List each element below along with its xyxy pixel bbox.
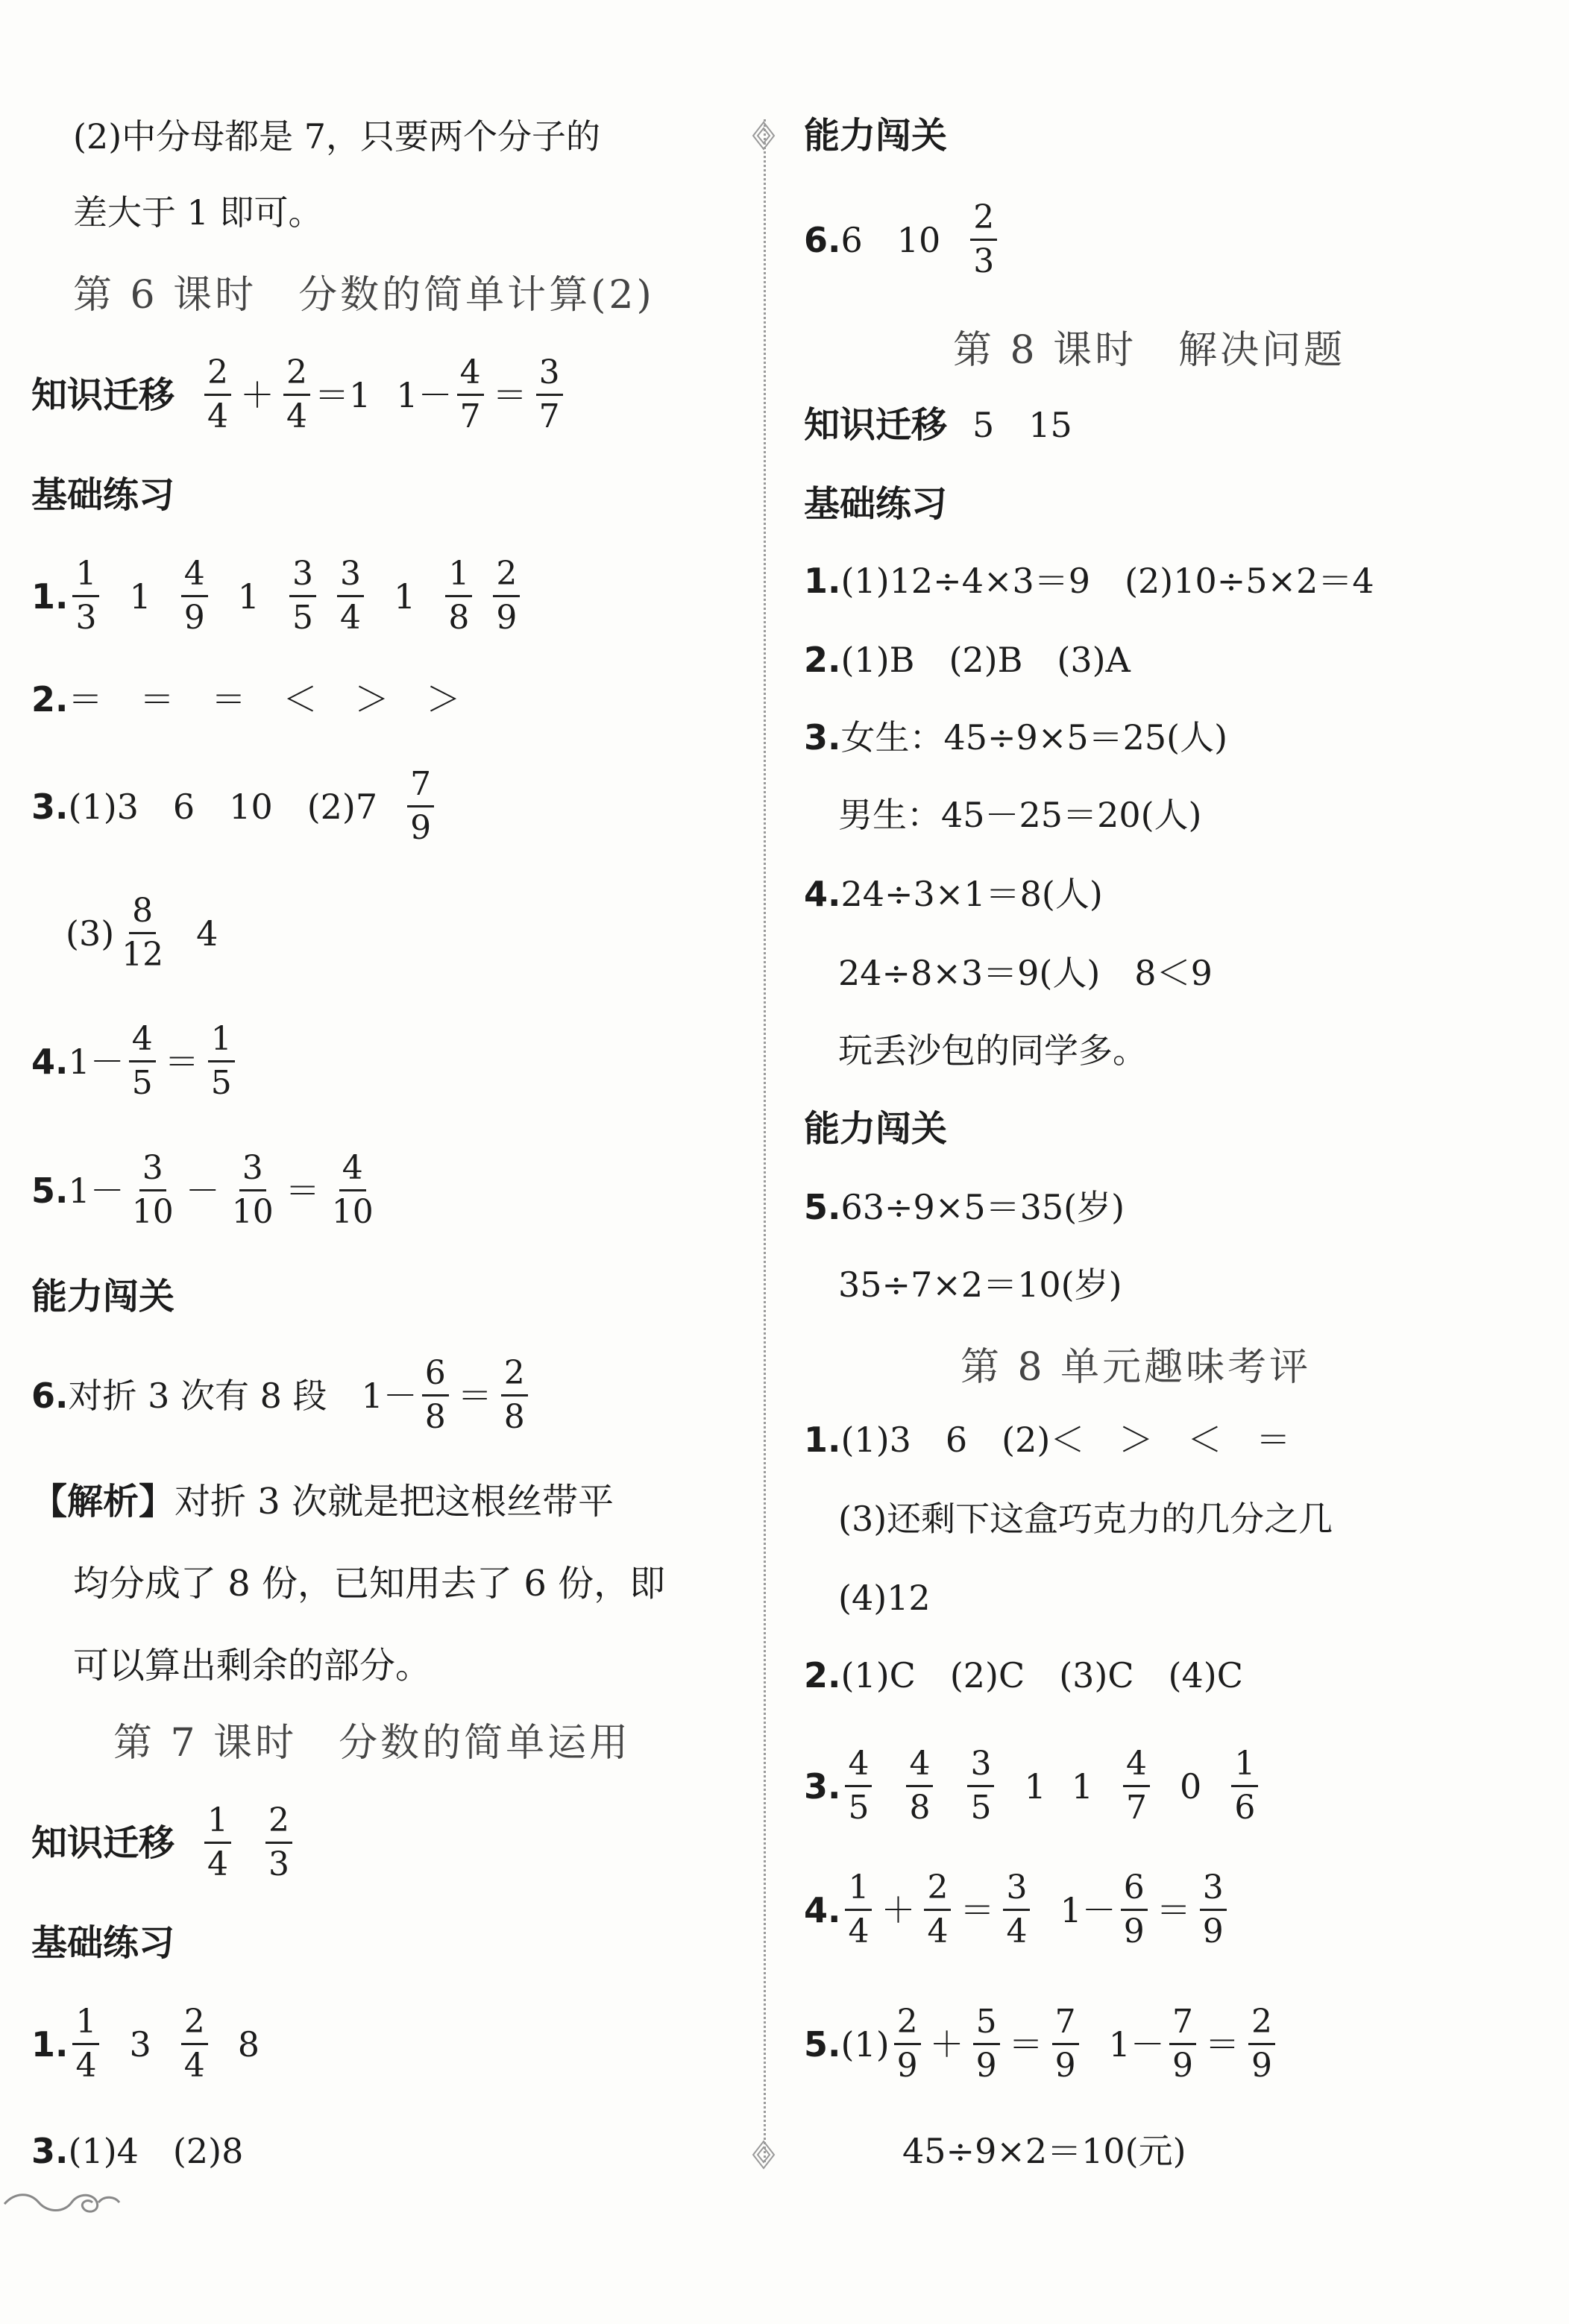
fraction: $\frac{1}{4}$: [72, 2006, 99, 2082]
section-label: 基础练习: [31, 474, 175, 516]
fraction: $\frac{6}{9}$: [1121, 1871, 1148, 1948]
fraction: $\frac{7}{9}$: [407, 768, 434, 845]
question-4: [804, 874, 1103, 914]
question-number: 2.: [804, 1655, 841, 1695]
fraction: $\frac{4}{9}$: [181, 558, 208, 634]
zhishi-qianyi-row: 知识迁移 $\frac{2}{4}$ ＋ $\frac{2}{4}$ ＝1 1－ $\frac{4}{7}$ ＝ $\frac{3}{7}$: [31, 356, 567, 433]
fraction: $\frac{7}{9}$: [1052, 2006, 1079, 2082]
question-number: 3.: [31, 2131, 69, 2171]
text-line: 35÷7×2＝10(岁): [838, 1265, 1122, 1305]
question-3-part3: [66, 892, 218, 974]
fraction: $\frac{1}{4}$: [204, 1804, 231, 1881]
fraction: $\frac{3}{10}$: [231, 1149, 274, 1231]
fraction: $\frac{2}{9}$: [894, 2006, 921, 2082]
text: 63÷9×5＝35(岁): [840, 1187, 1125, 1227]
fraction: $\frac{3}{5}$: [289, 558, 316, 634]
text: (1)12÷4×3＝9 (2)10÷5×2＝4: [840, 561, 1374, 601]
text: (1)3 6 10 (2)7: [68, 786, 378, 827]
question-number: 2.: [31, 679, 69, 719]
text: 1: [394, 576, 416, 617]
analysis-line: 均分成了 8 份，已知用去了 6 份，即: [73, 1563, 666, 1605]
fraction: $\frac{1}{8}$: [445, 558, 472, 634]
text: ＝1: [315, 374, 371, 415]
section-label: 知识迁移: [31, 1821, 175, 1864]
text-line: 24÷8×3＝9(人) 8＜9: [838, 953, 1213, 993]
question-number: 3.: [31, 786, 69, 827]
question-number: 3.: [804, 1766, 841, 1807]
section-label: 能力闯关: [31, 1276, 175, 1317]
question-number: 5.: [804, 2024, 841, 2065]
text: 4: [196, 913, 218, 954]
text-line: (4)12: [838, 1578, 931, 1618]
unit-question-4: 4. $\frac{1}{4}$ ＋ $\frac{2}{4}$ ＝ $\frac{3}{4}$ 1－ $\frac{6}{9}$ ＝ $\frac{3}{9}$: [804, 1871, 1231, 1948]
section-label: 能力闯关: [804, 1108, 948, 1150]
fraction: $\frac{4}{10}$: [331, 1149, 374, 1231]
fraction: $\frac{2}{9}$: [493, 558, 520, 634]
question-number: 6.: [804, 219, 841, 260]
unit-question-1: [804, 1420, 1291, 1460]
fraction: $\frac{3}{4}$: [337, 558, 364, 634]
fraction: $\frac{3}{5}$: [967, 1748, 994, 1824]
fraction: $\frac{1}{4}$: [845, 1871, 872, 1948]
section-label: 能力闯关: [804, 115, 948, 157]
question-7-1: 1. $\frac{1}{4}$ 3 $\frac{2}{4}$ 8: [31, 2003, 260, 2085]
question-1: [31, 555, 524, 637]
zhishi-qianyi-row-8: [804, 404, 1072, 446]
section-title: [73, 273, 655, 318]
section-label: 基础练习: [31, 1922, 175, 1964]
question-number: 5.: [804, 1187, 841, 1227]
section-label: 基础练习: [804, 483, 948, 525]
cloud-ornament-icon: [0, 2177, 127, 2222]
fraction: $\frac{6}{8}$: [422, 1357, 449, 1434]
fraction: $\frac{3}{9}$: [1200, 1871, 1227, 1948]
text: (2)中分母都是 7，只要两个分子的: [73, 116, 601, 157]
question-number: 4.: [31, 1041, 69, 1082]
fraction: $\frac{2}{4}$: [181, 2006, 208, 2082]
text: 1: [129, 576, 151, 617]
fraction: $\frac{2}{3}$: [265, 1804, 292, 1881]
fraction: $\frac{2}{4}$: [283, 356, 310, 433]
question-number: 2.: [804, 640, 841, 680]
unit-question-2: [804, 1655, 1243, 1695]
question-6: 6. 对折 3 次有 8 段 1－ $\frac{6}{8}$ ＝ $\frac{2}{8}$: [31, 1357, 532, 1434]
text-line: 男生：45－25＝20(人): [838, 795, 1202, 835]
text: (3): [66, 913, 115, 954]
fraction: $\frac{2}{4}$: [204, 356, 231, 433]
section-title-text: 第 6 课时 分数的简单计算(2): [73, 273, 655, 318]
question-5: 5. 1－ $\frac{3}{10}$ － $\frac{3}{10}$ ＝ $\frac{4}{10}$: [31, 1152, 381, 1229]
text: 女生：45÷9×5＝25(人): [840, 717, 1228, 758]
section-label: 知识迁移: [31, 374, 175, 416]
fraction: $\frac{2}{3}$: [970, 201, 997, 278]
question-5: [804, 1187, 1125, 1227]
question-number: 4.: [804, 874, 841, 914]
fraction: $\frac{4}{7}$: [1123, 1748, 1150, 1824]
question-1: [804, 561, 1374, 601]
text-line: (3)还剩下这盒巧克力的几分之几: [838, 1499, 1333, 1539]
fraction: $\frac{4}{5}$: [845, 1748, 872, 1824]
fraction: $\frac{1}{5}$: [208, 1023, 235, 1100]
text: (1)B (2)B (3)A: [840, 640, 1131, 680]
fraction: $\frac{1}{3}$: [72, 558, 99, 634]
question-6: [804, 198, 1002, 280]
text: 差大于 1 即可。: [73, 192, 323, 233]
analysis-line: 【解析】对折 3 次就是把这根丝带平: [31, 1481, 614, 1522]
text-line: [73, 116, 601, 157]
diamond-ornament-icon: [749, 121, 779, 151]
text: 1－: [396, 374, 453, 415]
question-number: 1.: [31, 2024, 69, 2065]
text: 24÷3×1＝8(人): [840, 874, 1103, 914]
question-2: 2. ＝ ＝ ＝ ＜ ＞ ＞: [31, 679, 461, 719]
unit-question-5: 5. (1) $\frac{2}{9}$ ＋ $\frac{5}{9}$ ＝ $\frac{7}{9}$ 1－ $\frac{7}{9}$ ＝ $\frac{2}{9}$: [804, 2006, 1280, 2082]
column-divider: [764, 119, 766, 2162]
text: (1)3 6 (2)＜ ＞ ＜ ＝: [840, 1420, 1291, 1460]
section-title: 第 8 课时 解决问题: [953, 328, 1346, 373]
fraction: $\frac{2}{8}$: [501, 1357, 528, 1434]
question-3: [31, 765, 438, 847]
fraction: $\frac{7}{9}$: [1169, 2006, 1196, 2082]
fraction: $\frac{3}{4}$: [1003, 1871, 1030, 1948]
fraction: $\frac{2}{4}$: [924, 1871, 951, 1948]
question-7-3: [31, 2131, 244, 2171]
fraction: $\frac{3}{7}$: [536, 356, 563, 433]
text: (1)C (2)C (3)C (4)C: [840, 1655, 1243, 1695]
fraction: $\frac{2}{9}$: [1248, 2006, 1275, 2082]
question-number: 3.: [804, 717, 841, 758]
section-title: 第 8 单元趣味考评: [960, 1345, 1312, 1390]
fraction: $\frac{4}{5}$: [129, 1023, 156, 1100]
section-label: 知识迁移: [804, 404, 948, 446]
fraction: $\frac{4}{7}$: [457, 356, 484, 433]
text: 6 10: [840, 219, 941, 260]
question-number: 6.: [31, 1375, 69, 1416]
fraction: $\frac{4}{8}$: [906, 1748, 933, 1824]
analysis-line: 可以算出剩余的部分。: [73, 1645, 432, 1687]
text-line: [73, 192, 323, 233]
question-2: [804, 640, 1131, 680]
question-number: 4.: [804, 1889, 841, 1930]
text-line: 玩丢沙包的同学多。: [838, 1030, 1147, 1071]
text: 对折 3 次有 8 段 1－: [68, 1375, 418, 1416]
zhishi-qianyi-row-7: [31, 1801, 297, 1883]
question-number: 1.: [804, 1420, 841, 1460]
question-number: 1.: [31, 576, 69, 617]
diamond-ornament-icon: [749, 2140, 779, 2170]
text-line: 45÷9×2＝10(元): [902, 2131, 1186, 2171]
text: (1)4 (2)8: [68, 2131, 244, 2171]
section-title: 第 7 课时 分数的简单运用: [113, 1721, 632, 1766]
text: 5 15: [972, 405, 1072, 445]
question-number: 5.: [31, 1170, 69, 1211]
analysis-label: 【解析】: [31, 1481, 175, 1522]
question-4: 4. 1－ $\frac{4}{5}$ ＝ $\frac{1}{5}$: [31, 1023, 239, 1100]
fraction: $\frac{8}{12}$: [122, 892, 164, 974]
text: 1: [237, 576, 260, 617]
question-number: 1.: [804, 561, 841, 601]
fraction: $\frac{1}{6}$: [1231, 1748, 1258, 1824]
unit-question-3: 3. $\frac{4}{5}$ $\frac{4}{8}$ $\frac{3}{5}$ 1 1 $\frac{4}{7}$ 0 $\frac{1}{6}$: [804, 1748, 1263, 1824]
fraction: $\frac{5}{9}$: [973, 2006, 1000, 2082]
question-3: [804, 717, 1228, 758]
fraction: $\frac{3}{10}$: [131, 1149, 174, 1231]
